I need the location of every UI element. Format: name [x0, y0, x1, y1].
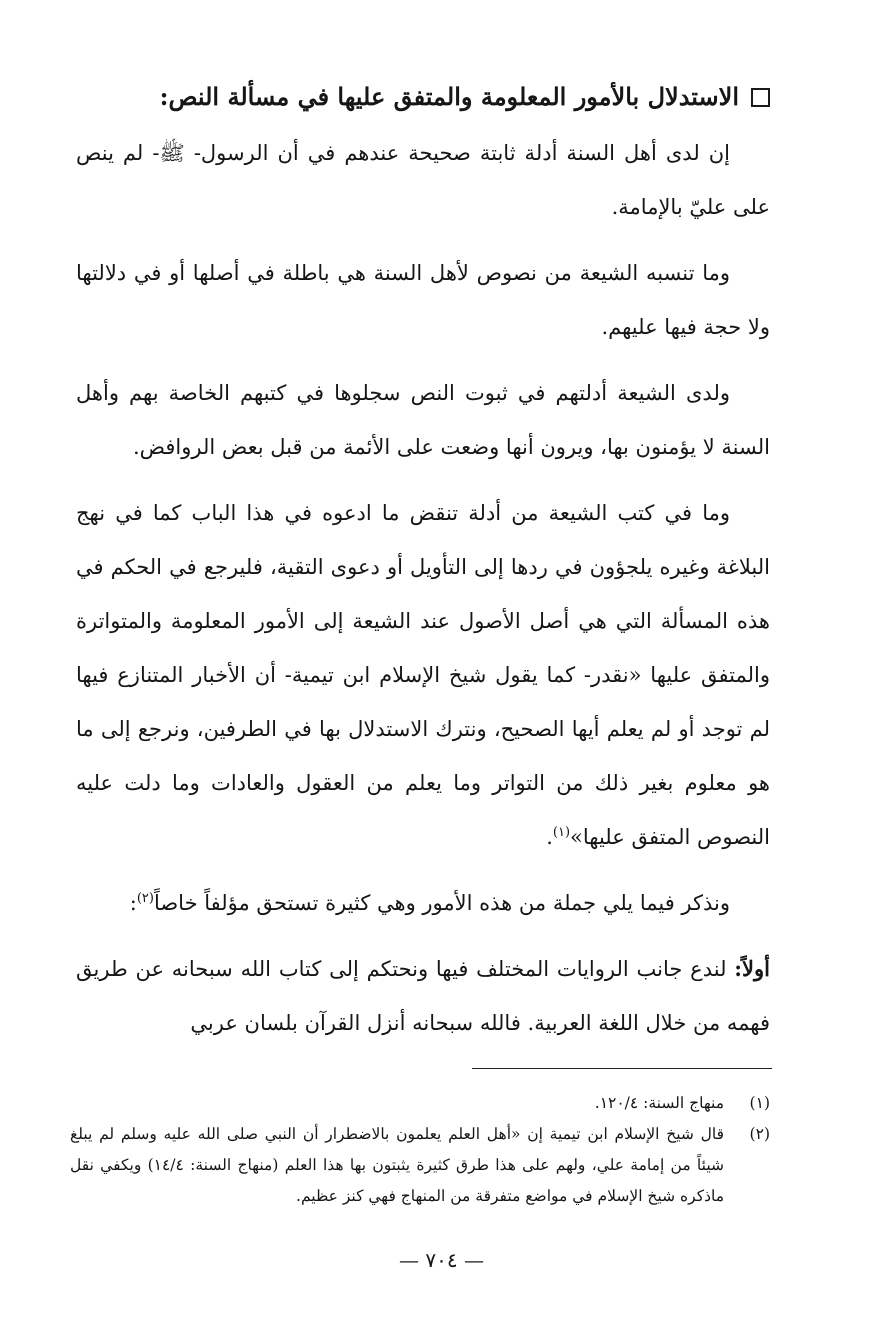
footnote-number: (٢): [749, 1125, 770, 1143]
paragraph-1: إن لدى أهل السنة أدلة ثابتة صحيحة عندهم في أن الرسول- ﷺ- لم ينص على عليّ بالإمامة.: [76, 141, 770, 219]
paragraph-2: وما تنسبه الشيعة من نصوص لأهل السنة هي باطلة في أصلها أو في دلالتها ولا حجة فيها عليهم.: [76, 261, 770, 339]
footnote-divider: [472, 1068, 772, 1069]
paragraph-4: وما في كتب الشيعة من أدلة تنقض ما ادعوه في هذا الباب كما في نهج البلاغة وغيره يلجؤون في ردها إلى التأويل أو دعوى التقية، فليرجع في الحكم في هذه المسألة التي هي أصل الأصول عند الشيعة إلى الأمور المعلومة والمتواترة والمتفق عليها «نقدر- كما يقول شيخ الإسلام ابن تيمية- أن الأخبار المتنازع فيها لم توجد أو لم يعلم أيها الصحيح، ونترك الاستدلال بها في الطرفين، ونرجع إلى ما هو معلوم بغير ذلك من التواتر وما يعلم من العقول والعادات وما دلت عليه النصوص المتفق عليها»$^{(١)}$.: [76, 501, 770, 849]
footnote-text: منهاج السنة: ١٢٠/٤.: [594, 1094, 724, 1112]
heading-box-icon: [751, 88, 770, 107]
footnote-text: قال شيخ الإسلام ابن تيمية إن «أهل العلم يعلمون بالاضطرار أن النبي صلى الله عليه وسلم لم يبلغ شيئاً من إمامة علي، ولهم على هذا طرق كثيرة يثبتون بها هذا العلم (منهاج السنة: ١٤/٤) ويكفي نقل ماذكره شيخ الإسلام في مواضع متفرقة من المنهاج فهي كنز عظيم.: [70, 1125, 724, 1205]
footnote-1: [70, 1088, 770, 1119]
paragraph-3: ولدى الشيعة أدلتهم في ثبوت النص سجلوها في كتبهم الخاصة بهم وأهل السنة لا يؤمنون بها، ويرون أنها وضعت على الأئمة من قبل بعض الروافض.: [76, 381, 770, 459]
footnote-2: [70, 1119, 770, 1212]
footnote-ref-1[interactable]: (١): [552, 825, 571, 840]
paragraph-lead: أولاً:: [734, 956, 770, 981]
heading-text: الاستدلال بالأمور المعلومة والمتفق عليها في مسألة النص:: [159, 82, 739, 111]
page-body: [76, 76, 770, 1062]
paragraph-6: أولاً: لندع جانب الروايات المختلف فيها ونحتكم إلى كتاب الله سبحانه عن طريق فهمه من خلال اللغة العربية. فالله سبحانه أنزل القرآن بلسان عربي: [76, 956, 770, 1035]
footnote-number: (١): [749, 1094, 770, 1112]
section-heading: [76, 76, 770, 118]
paragraph-5: ونذكر فيما يلي جملة من هذه الأمور وهي كثيرة تستحق مؤلفاً خاصاً$^{(٢)}$:: [129, 891, 730, 915]
page-number: — ٧٠٤ —: [399, 1248, 484, 1272]
footnotes: [70, 1088, 770, 1212]
footnote-ref-2[interactable]: (٢): [136, 891, 154, 906]
